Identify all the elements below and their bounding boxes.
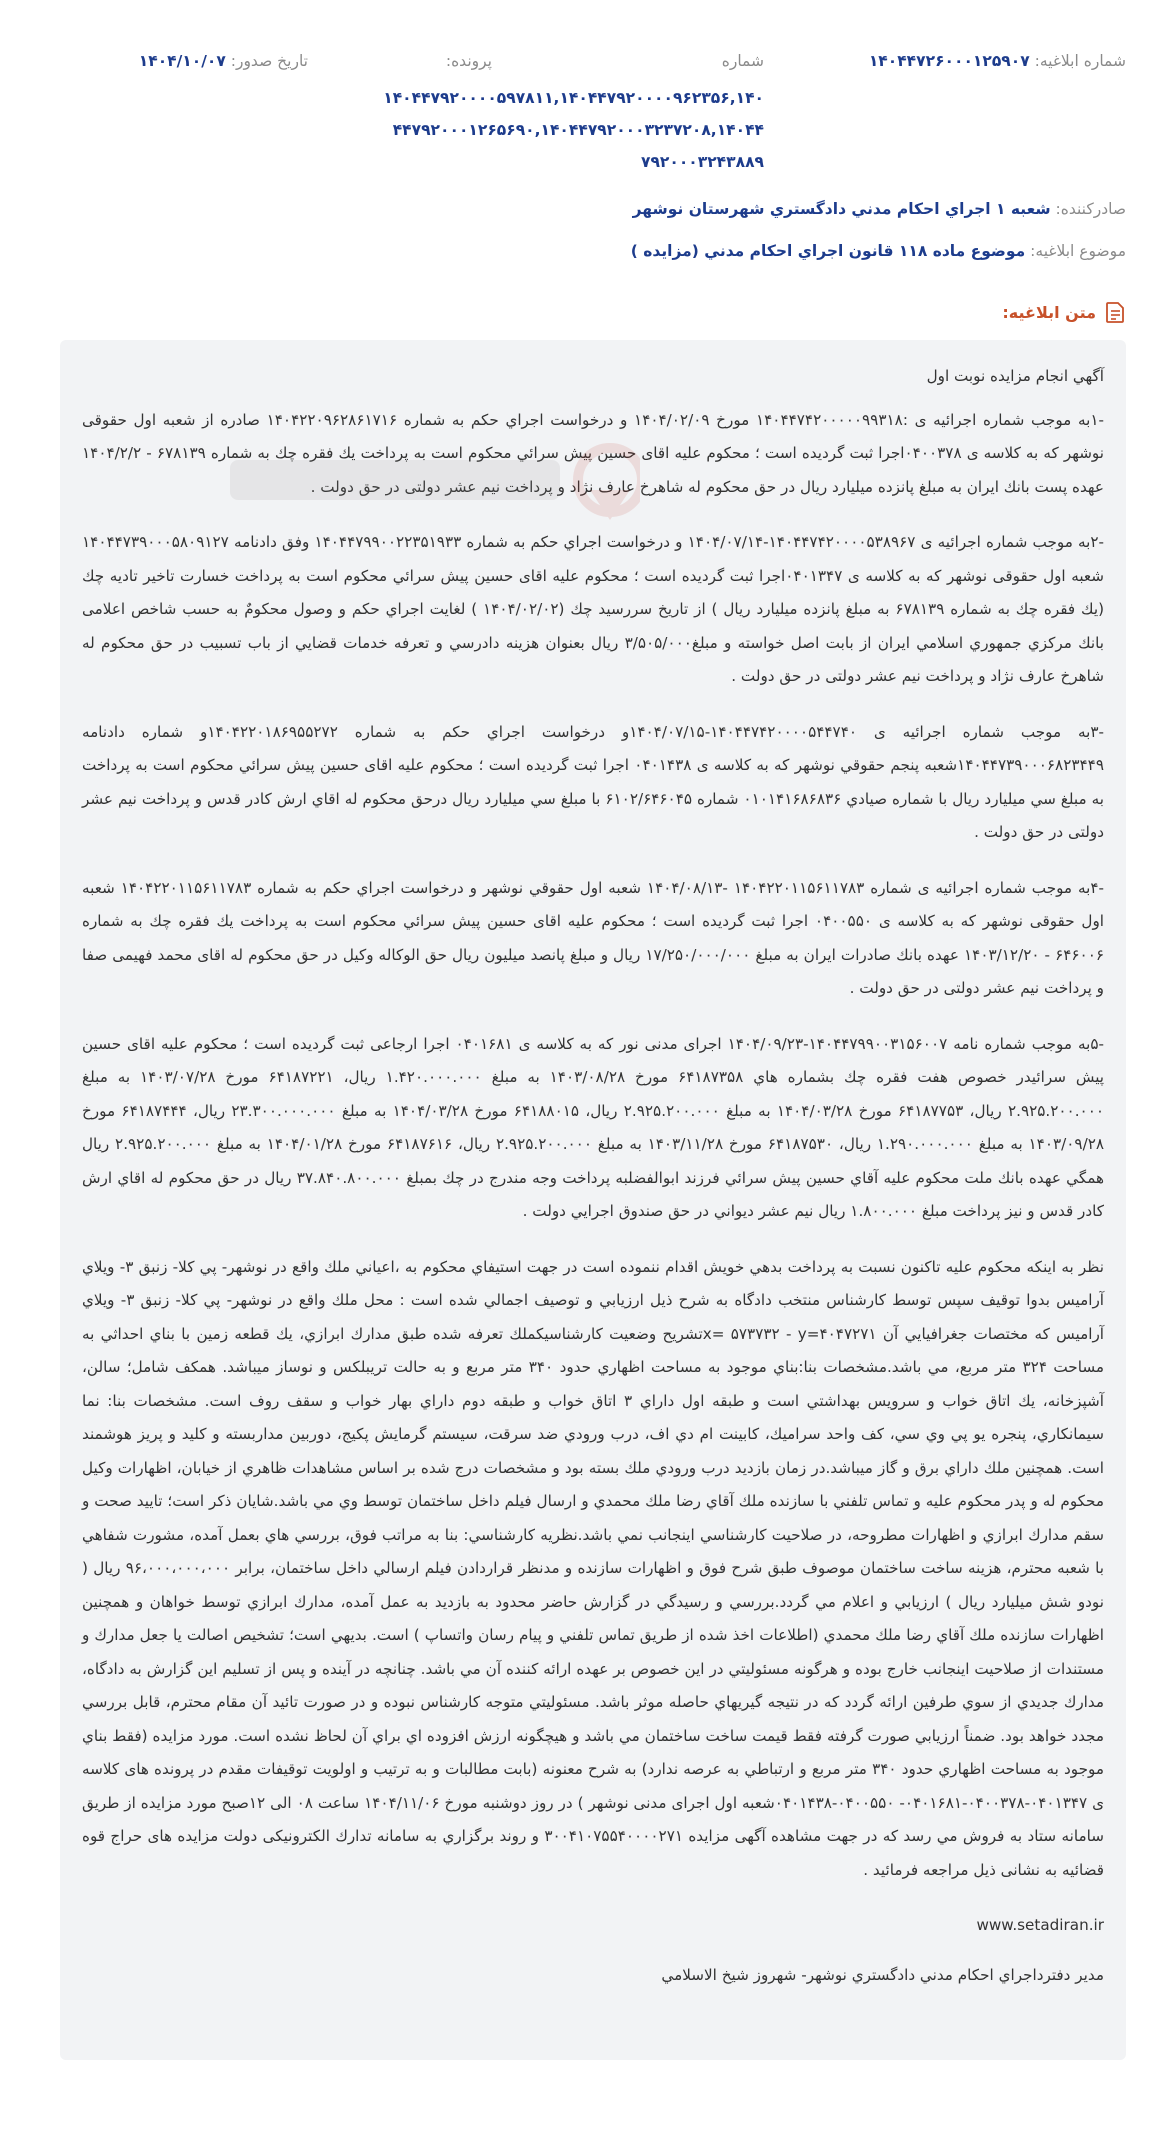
case-number-line: ۴۴۷۹۲۰۰۰۱۲۶۵۶۹۰,۱۴۰۴۴۷۹۲۰۰۰۳۲۳۷۲۰۸,۱۴۰۴۴ bbox=[392, 121, 764, 139]
case-number-line: ۷۹۲۰۰۰۳۲۴۳۸۸۹ bbox=[641, 153, 764, 171]
case-number-line: ۱۴۰۴۴۷۹۲۰۰۰۰۵۹۷۸۱۱,۱۴۰۴۴۷۹۲۰۰۰۰۹۶۲۳۵۶,۱۴۰ bbox=[383, 89, 764, 107]
case-number-lines bbox=[364, 82, 764, 178]
subject-value: موضوع ماده ۱۱۸ قانون اجراي احكام مدني (مزايده ) bbox=[630, 242, 1026, 260]
notification-number: ۱۴۰۴۴۷۲۶۰۰۰۱۲۵۹۰۷ bbox=[868, 52, 1030, 70]
notification-text-box bbox=[60, 340, 1126, 2060]
paragraph: -۲به موجب شماره اجرائيه ی ۱۴۰۴۴۷۴۲۰۰۰۰۵۳۸۹۶۷-۱۴۰۴/۰۷/۱۴ و درخواست اجراي حكم به شماره ۱۴۰۴۴۷۹۹۰۰۲۲۳۵۱۹۳۳ وفق دادنامه ۱۴۰۴۴۷۳۹۰۰۰۵۸۰۹۱۲۷ شعبه اول حقوقی نوشهر که به کلاسه ی ۰۴۰۱۳۴۷اجرا ثبت گردیده است ؛ محكوم عليه اقای حسین پیش سرائي محکوم است به پرداخت خسارت تاخير تاديه چك (يك فقره چك به شماره ۶۷۸۱۳۹ به مبلغ پانزده ميليارد ريال ) از تاريخ سررسيد چك (۱۴۰۴/۰۲/۰۲ ) لغايت اجراي حكم و وصول محکومٌ به حسب شاخص اعلامی بانك مركزي جمهوري اسلامي ايران از بابت اصل خواسته و مبلغ۳/۵۰۵/۰۰۰ ريال بعنوان هزينه دادرسي و تعرفه خدمات قضايي از باب تسبيب در حق محکوم له شاهرخ عارف نژاد و پرداخت نيم عشر دولتی در حق دولت . bbox=[82, 533, 1105, 685]
paragraph: -۱به موجب شماره اجرائيه ی :۱۴۰۴۴۷۴۲۰۰۰۰۰۹۹۳۱۸ مورخ ۱۴۰۴/۰۲/۰۹ و درخواست اجراي حكم به شماره ۱۴۰۴۲۲۰۹۶۲۸۶۱۷۱۶ صادره از شعبه اول حقوقی نوشهر که به کلاسه ی ۰۴۰۰۳۷۸اجرا ثبت گردیده است ؛ محكوم عليه اقای حسین پیش سرائي محکوم است به پرداخت یك فقره چك به شماره ۶۷۸۱۳۹ - ۱۴۰۴/۲/۲ عهده پست بانك ایران به مبلغ پانزده ميليارد ريال در حق محکوم له شاهرخ عارف نژاد و پرداخت نيم عشر دولتی در حق دولت . bbox=[82, 410, 1105, 496]
notification-text-label: متن ابلاغيه: bbox=[1002, 302, 1096, 322]
document-icon bbox=[1104, 300, 1126, 324]
paragraph: نظر به اینکه محکوم علیه تاکنون نسبت به پرداخت بدهي خويش اقدام ننموده است در جهت استيفاي محكوم به ،اعياني ملك واقع در نوشهر- پي كلا- زنبق ۳- ويلاي آراميس بدوا توقيف سپس توسط كارشناس منتخب دادگاه به شرح ذيل ارزيابي و توصيف اجمالي شده است : محل ملك واقع در نوشهر- پي كلا- زنبق ۳- ويلاي آراميس كه مختصات جغرافيايي آن x= ۵۷۳۷۳۲ - y=۴۰۴۷۲۷۱تشريح وضعيت كارشناسيكملك تعرفه شده طبق مدارك ابرازي، يك قطعه زمين با بناي احداثي به مساحت ۳۲۴ متر مربع، مي باشد.مشخصات بنا:بناي موجود به مساحت اظهاري حدود ۳۴۰ متر مربع و به حالت تريبلكس و نوساز ميباشد. همكف شامل؛ سالن، آشپزخانه، يك اتاق خواب و سرويس بهداشتي است و طبقه اول داراي ۳ اتاق خواب و طبقه دوم داراي بهار خواب و سقف روف است. مشخصات بنا: نما سيمانكاري، پنجره يو پي وي سي، كف واحد سراميك، كابينت ام دي اف، درب ورودي ضد سرقت، سيستم گرمايش پكيج، دوربين مداربسته و كليد و پريز هوشمند است. همچنين ملك داراي برق و گاز ميباشد.در زمان بازديد درب ورودي ملك بسته بود و مشخصات درج شده بر اساس مشاهدات ظاهري از خيابان، اظهارات وكيل محكوم له و پدر محكوم عليه و تماس تلفني با سازنده ملك آقاي رضا ملك محمدي و ارسال فيلم داخل ساختمان توسط وي مي باشد.شايان ذكر است؛ تاييد صحت و سقم مدارك ابرازي و اظهارات مطروحه، در صلاحيت كارشناسي اينجانب نمي باشد.نظريه كارشناسي: بنا به مراتب فوق، بررسي هاي بعمل آمده، مشورت شفاهي با شعبه محترم، هزينه ساخت ساختمان موصوف طبق شرح فوق و اظهارات سازنده و مدنظر قراردادن فيلم ارسالي داخل ساختمان، برابر ۹۶،۰۰۰،۰۰۰،۰۰۰ ريال ( نودو شش ميليارد ريال ) ارزيابي و اعلام مي گردد.بررسي و رسيدگي در گزارش حاضر محدود به بازديد به عمل آمده، مدارك ابرازي توسط خواهان و همچنين اظهارات سازنده ملك آقاي رضا ملك محمدي (اطلاعات اخذ شده از طريق تماس تلفني و پيام رسان واتساپ ) است. بديهي است؛ تشخيص اصالت يا جعل مدارك و مستندات از صلاحيت اينجانب خارج بوده و هرگونه مسئوليتي در اين خصوص بر عهده ارائه كننده آن مي باشد. چنانچه در آينده و پس از تسليم اين گزارش به دادگاه، مدارك جديدي از سوي طرفين ارائه گردد كه در نتيجه گيريهاي حاصله موثر باشد. مسئوليتي متوجه كارشناس نبوده و در صورت تائيد آن مقام محترم، قابل بررسي مجدد خواهد بود. ضمناً ارزيابي صورت گرفته فقط قيمت ساخت ساختمان مي باشد و هيچگونه ارزش افزوده اي براي آن لحاظ نشده است. مورد مزايده (فقط بناي موجود به مساحت اظهاري حدود ۳۴۰ متر مربع و ارتباطي به عرصه ندارد) به شرح معنونه (بابت مطالبات و به ترتيب و اولويت توقيفات مقدم در پرونده های کلاسه ی ۰۴۰۱۳۴۷-۰۴۰۰۳۷۸-۰۴۰۱۶۸۱- ۰۴۰۰۵۵۰-۰۴۰۱۴۳۸شعبه اول اجرای مدنی نوشهر ) در روز دوشنبه مورخ ۱۴۰۴/۱۱/۰۶ ساعت ۰۸ الی ۱۲صبح مورد مزايده از طريق سامانه ستاد به فروش مي رسد كه در جهت مشاهده آگهی مزايده ۳۰۰۴۱۰۷۵۵۴۰۰۰۰۲۷۱ و روند برگزاري به سامانه تدارك الكترونيكی دولت مزايده های حراج قوه قضائيه به نشانی ذيل مراجعه فرمائيد . bbox=[82, 1257, 1105, 1879]
file-label: پرونده: bbox=[445, 52, 492, 70]
issue-date-block bbox=[139, 52, 308, 70]
file-label-block bbox=[446, 52, 492, 70]
case-number-block bbox=[364, 52, 764, 178]
paragraph: -۵به موجب شماره نامه ۱۴۰۴۴۷۹۹۰۰۳۱۵۶۰۰۷-۱۴۰۴/۰۹/۲۳ اجرای مدنی نور که به کلاسه ی ۰۴۰۱۶۸۱ اجرا ارجاعی ثبت گردیده است ؛ محكوم عليه اقای حسین پیش سرائيدر خصوص هفت فقره چك بشماره هاي ۶۴۱۸۷۳۵۸ مورخ ۱۴۰۳/۰۸/۲۸ به مبلغ ۱.۴۲۰.۰۰۰.۰۰۰ ريال، ۶۴۱۸۷۲۲۱ مورخ ۱۴۰۳/۰۷/۲۸ به مبلغ ۲.۹۲۵.۲۰۰.۰۰۰ ريال، ۶۴۱۸۷۷۵۳ مورخ ۱۴۰۴/۰۳/۲۸ به مبلغ ۲.۹۲۵.۲۰۰.۰۰۰ ريال، ۶۴۱۸۸۰۱۵ مورخ ۱۴۰۴/۰۳/۲۸ به مبلغ ۲۳.۳۰۰.۰۰۰.۰۰۰ ريال، ۶۴۱۸۷۴۴۴ مورخ ۱۴۰۳/۰۹/۲۸ به مبلغ ۱.۲۹۰.۰۰۰.۰۰۰ ريال، ۶۴۱۸۷۵۳۰ مورخ ۱۴۰۳/۱۱/۲۸ به مبلغ ۲.۹۲۵.۲۰۰.۰۰۰ ريال، ۶۴۱۸۷۶۱۶ مورخ ۱۴۰۴/۰۱/۲۸ به مبلغ ۲.۹۲۵.۲۰۰.۰۰۰ ريال همگي عهده بانك ملت محكوم عليه آقاي حسين پيش سرائي فرزند ابوالفضلبه پرداخت وجه مندرج در چك بمبلغ ۳۷.۸۴۰.۸۰۰.۰۰۰ ريال در حق محكوم له اقاي ارش كادر قدس و نيز پرداخت مبلغ ۱.۸۰۰.۰۰۰ ريال نيم عشر ديواني در حق صندوق اجرايي دولت . bbox=[82, 1034, 1105, 1220]
issuer-value: شعبه ۱ اجراي احكام مدني دادگستري شهرستان نوشهر bbox=[632, 200, 1051, 218]
subject-row bbox=[631, 242, 1126, 260]
signature: مدير دفترداجراي احكام مدني دادگستري نوشهر- شهروز شيخ الاسلامي bbox=[661, 1965, 1104, 1984]
number-label: شماره bbox=[721, 52, 764, 70]
notification-number-block bbox=[869, 52, 1126, 70]
subject-label: موضوع ابلاغيه: bbox=[1030, 242, 1126, 260]
notification-text-heading bbox=[1002, 300, 1126, 324]
issuer-label: صادرکننده: bbox=[1055, 200, 1126, 218]
paragraph: -۴به موجب شماره اجرائيه ی شماره ۱۴۰۴۲۲۰۱۱۵۶۱۱۷۸۳ -۱۴۰۴/۰۸/۱۳ شعبه اول حقوقي نوشهر و درخواست اجراي حكم به شماره ۱۴۰۴۲۲۰۱۱۵۶۱۱۷۸۳ شعبه اول حقوقی نوشهر که به کلاسه ی ۰۴۰۰۵۵۰ اجرا ثبت گردیده است ؛ محكوم عليه اقای حسین پیش سرائي محکوم است به پرداخت يك فقره چك به شماره ۶۴۶۰۰۶ - ۱۴۰۳/۱۲/۲۰ عهده بانك صادرات ايران به مبلغ ۱۷/۲۵۰/۰۰۰/۰۰۰ ريال و مبلغ پانصد ميليون ريال حق الوكاله وكيل در حق محکوم له اقای محمد فهيمی صفا و پرداخت نيم عشر دولتی در حق دولت . bbox=[82, 878, 1105, 997]
website-link[interactable]: www.setadiran.ir bbox=[976, 1916, 1104, 1934]
issuer-row bbox=[633, 200, 1126, 218]
auction-title: آگهي انجام مزايده نوبت اول bbox=[926, 367, 1104, 385]
issue-date: ۱۴۰۴/۱۰/۰۷ bbox=[138, 52, 226, 70]
notification-number-label: شماره ابلاغيه: bbox=[1034, 52, 1126, 70]
issue-date-label: تاريخ صدور: bbox=[230, 52, 308, 70]
paragraph: -۳به موجب شماره اجرائيه ی ۱۴۰۴۴۷۴۲۰۰۰۰۵۴۴۷۴۰-۱۴۰۴/۰۷/۱۵و درخواست اجراي حكم به شماره ۱۴۰۴۲۲۰۱۸۶۹۵۵۲۷۲و شماره دادنامه ۱۴۰۴۴۷۳۹۰۰۰۶۸۲۳۴۴۹شعبه پنجم حقوقي نوشهر که به کلاسه ی ۰۴۰۱۴۳۸ اجرا ثبت گردیده است ؛ محكوم عليه اقای حسین پیش سرائي محکوم است به پرداخت به مبلغ سي ميليارد ريال با شماره صيادي ۰۱۰۱۴۱۶۸۶۸۳۶ شماره ۶۱۰۲/۶۴۶۰۴۵ با مبلغ سي ميليارد ريال درحق محکوم له اقاي ارش كادر قدس و پرداخت نيم عشر دولتی در حق دولت . bbox=[82, 722, 1105, 841]
